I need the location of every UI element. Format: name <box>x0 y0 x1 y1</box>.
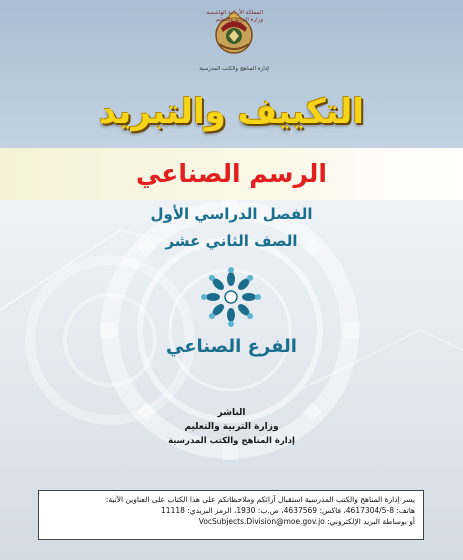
contact-email[interactable]: VocSubjects.Division@moe.gov.jo <box>198 517 325 526</box>
publisher-label: الناشر <box>217 408 246 418</box>
grade-label: الصف الثاني عشر <box>165 232 298 250</box>
ministry-name <box>203 10 263 24</box>
branch-label: الفرع الصناعي <box>166 336 297 357</box>
contact-line-2: هاتف: 8-4617304/5، فاكس: 4637569، ص.ب: 1930، الرمز البريدي: 11118 <box>161 506 415 515</box>
ministry-line-2: وزارة التربية والتعليم <box>215 17 263 23</box>
contact-line-1: يسر إدارة المناهج والكتب المدرسية استقبال آرائكم وملاحظاتكم على هذا الكتاب على العناوين الآتية: <box>105 495 415 504</box>
ministry-line-1: المملكة الأردنية الهاشمية <box>206 10 263 16</box>
contact-box <box>38 490 424 540</box>
book-title: التكييف والتبريد <box>98 92 365 132</box>
flower-emblem-icon <box>199 265 263 329</box>
contact-email-prefix: أو بوساطة البريد الإلكتروني: <box>327 517 415 526</box>
publisher-department: إدارة المناهج والكتب المدرسية <box>168 436 295 446</box>
publisher-block <box>140 406 323 448</box>
publisher-ministry: وزارة التربية والتعليم <box>184 422 279 432</box>
department-line: إدارة المناهج والكتب المدرسية <box>199 66 269 72</box>
contact-line-3 <box>47 516 415 527</box>
semester-label: الفصل الدراسي الأول <box>150 205 313 223</box>
subject-title: الرسم الصناعي <box>136 159 327 188</box>
